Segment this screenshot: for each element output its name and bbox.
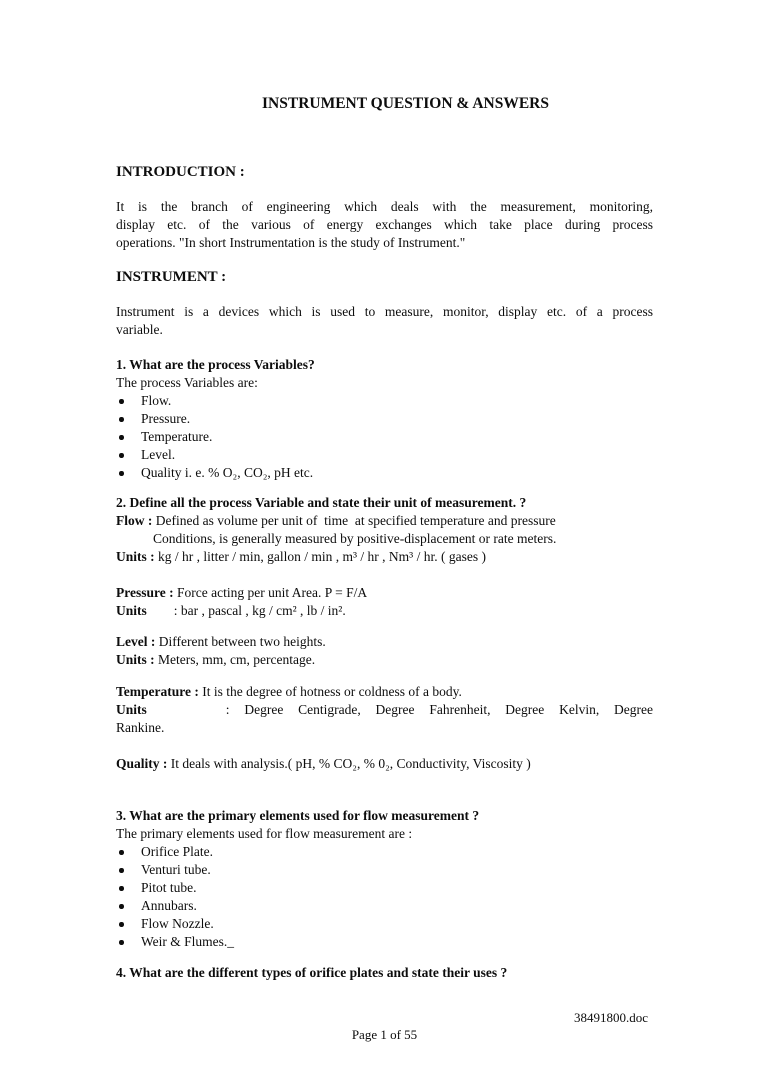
units-term: Units — [116, 702, 147, 717]
definition-line — [116, 701, 653, 719]
bullet-text: Flow. — [141, 393, 172, 408]
question-3-intro: The primary elements used for flow measurement are : — [116, 826, 413, 841]
units-text: Meters, mm, cm, percentage. — [158, 652, 316, 667]
definition-line: Rankine. — [116, 720, 165, 735]
bullet-text: Venturi tube. — [141, 862, 211, 877]
bullet-icon — [119, 850, 124, 855]
page-title: INSTRUMENT QUESTION & ANSWERS — [262, 95, 549, 112]
paragraph-line: It is the branch of engineering which deals with the measurement, monitoring, — [116, 199, 653, 214]
units-text: : Degree Centigrade, Degree Fahrenheit, Degree Kelvin, Degree — [225, 702, 653, 717]
bullet-text: Orifice Plate. — [141, 844, 213, 859]
definition-text: It deals with analysis.( pH, % CO₂, % 0₂, Conductivity, Viscosity ) — [170, 756, 531, 771]
document-body — [116, 96, 653, 982]
question-2-heading: 2. Define all the process Variable and state their unit of measurement. ? — [116, 495, 527, 510]
definition-line — [116, 683, 653, 701]
definition-quality — [116, 755, 653, 773]
bullet-icon — [119, 868, 124, 873]
paragraph-line: Instrument is a devices which is used to measure, monitor, display etc. of a process — [116, 304, 653, 319]
definition-line — [116, 633, 653, 651]
units-text: kg / hr , litter / min, gallon / min , m³ / hr , Nm³ / hr. ( gases ) — [158, 549, 486, 564]
bullet-item — [116, 897, 653, 915]
definition-line — [116, 602, 653, 620]
paragraph-line: operations. "In short Instrumentation is the study of Instrument." — [116, 235, 466, 250]
bullet-text: Annubars. — [141, 898, 197, 913]
bullet-item — [116, 879, 653, 897]
bullet-text: Pressure. — [141, 411, 191, 426]
bullet-item — [116, 410, 653, 428]
definition-term: Pressure : — [116, 585, 174, 600]
instrument-heading: INSTRUMENT : — [116, 269, 227, 285]
units-text: : bar , pascal , kg / cm² , lb / in². — [173, 603, 346, 618]
bullet-text: Quality i. e. % O₂, CO₂, pH etc. — [141, 465, 314, 480]
definition-text: Defined as volume per unit of time at specified temperature and pressure — [155, 513, 556, 528]
bullet-item — [116, 464, 653, 482]
bullet-icon — [119, 904, 124, 909]
definition-term: Flow : — [116, 513, 153, 528]
bullet-item — [116, 428, 653, 446]
definition-line — [116, 548, 653, 566]
definition-term: Temperature : — [116, 684, 199, 699]
bullet-icon — [119, 453, 124, 458]
bullet-icon — [119, 399, 124, 404]
question-1-intro: The process Variables are: — [116, 375, 258, 390]
bullet-text: Flow Nozzle. — [141, 916, 214, 931]
bullet-item — [116, 843, 653, 861]
introduction-paragraph — [116, 198, 653, 252]
definition-term: Quality : — [116, 756, 168, 771]
definition-text: Different between two heights. — [158, 634, 326, 649]
bullet-text: Pitot tube. — [141, 880, 197, 895]
bullet-item — [116, 915, 653, 933]
footer-document-name: 38491800.doc — [573, 1010, 648, 1025]
bullet-icon — [119, 940, 124, 945]
instrument-paragraph — [116, 303, 653, 339]
units-term: Units : — [116, 549, 155, 564]
definition-temperature — [116, 683, 653, 737]
question-3-heading: 3. What are the primary elements used for flow measurement ? — [116, 808, 480, 823]
bullet-icon — [119, 886, 124, 891]
definition-text: It is the degree of hotness or coldness of a body. — [202, 684, 462, 699]
bullet-text: Temperature. — [141, 429, 213, 444]
definition-line — [116, 755, 653, 773]
question-1-heading: 1. What are the process Variables? — [116, 357, 315, 372]
units-term: Units — [116, 603, 147, 618]
definition-line — [116, 651, 653, 669]
paragraph-line: variable. — [116, 322, 163, 337]
paragraph-line: display etc. of the various of energy exchanges which take place during process — [116, 217, 653, 232]
definition-pressure — [116, 584, 653, 620]
question-3-bullet-list — [116, 843, 653, 951]
bullet-icon — [119, 435, 124, 440]
definition-text: Force acting per unit Area. P = F/A — [177, 585, 368, 600]
definition-line — [116, 584, 653, 602]
definition-level — [116, 633, 653, 669]
bullet-item — [116, 933, 653, 951]
definition-line — [116, 512, 653, 530]
definition-term: Level : — [116, 634, 156, 649]
bullet-item — [116, 392, 653, 410]
bullet-icon — [119, 417, 124, 422]
definition-line: Conditions, is generally measured by positive-displacement or rate meters. — [153, 531, 557, 546]
bullet-text: Weir & Flumes._ — [141, 934, 235, 949]
bullet-text: Level. — [141, 447, 176, 462]
bullet-icon — [119, 922, 124, 927]
units-term: Units : — [116, 652, 155, 667]
introduction-heading: INTRODUCTION : — [116, 164, 245, 180]
question-1-bullet-list — [116, 392, 653, 482]
bullet-icon — [119, 471, 124, 476]
definition-flow — [116, 512, 653, 566]
bullet-item — [116, 446, 653, 464]
footer-page-number: Page 1 of 55 — [351, 1027, 418, 1042]
bullet-item — [116, 861, 653, 879]
question-4-heading: 4. What are the different types of orifice plates and state their uses ? — [116, 965, 508, 980]
